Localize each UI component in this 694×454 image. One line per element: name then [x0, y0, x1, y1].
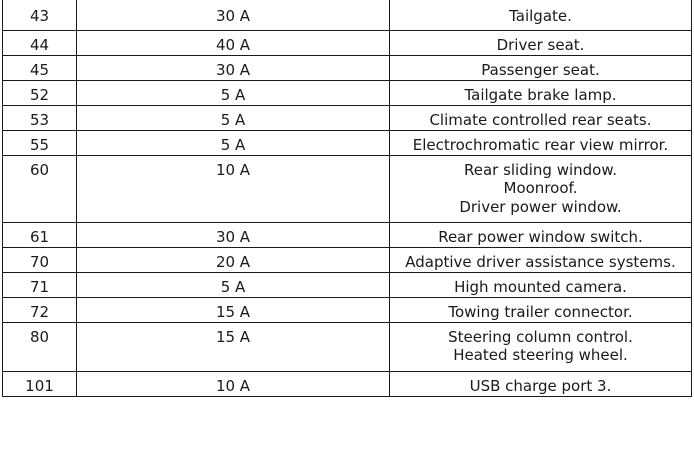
protected-component-cell	[390, 55, 692, 80]
table-row	[3, 30, 692, 55]
protected-component-cell	[390, 30, 692, 55]
fuse-rating-cell: 5 A	[77, 272, 390, 297]
fuse-number-cell: 61	[3, 222, 77, 247]
protected-component-line: Towing trailer connector.	[448, 302, 633, 321]
table-row	[3, 297, 692, 322]
protected-component-cell	[390, 0, 692, 30]
table-row	[3, 322, 692, 371]
table-row	[3, 105, 692, 130]
table-row	[3, 222, 692, 247]
fuse-rating-cell: 5 A	[77, 130, 390, 155]
protected-component-cell	[390, 105, 692, 130]
protected-component-line: Moonroof.	[503, 179, 578, 197]
protected-component-line: High mounted camera.	[454, 277, 627, 296]
protected-component-cell	[390, 222, 692, 247]
protected-component-line: Passenger seat.	[481, 60, 600, 79]
fuse-number-cell: 43	[3, 0, 77, 30]
fuse-table	[2, 0, 692, 397]
protected-component-line: Tailgate.	[509, 7, 572, 25]
protected-component-cell	[390, 322, 692, 371]
table-row	[3, 371, 692, 396]
fuse-rating-cell: 30 A	[77, 222, 390, 247]
protected-component-cell	[390, 371, 692, 396]
fuse-number-cell: 71	[3, 272, 77, 297]
fuse-number-cell: 72	[3, 297, 77, 322]
fuse-rating-cell: 30 A	[77, 0, 390, 30]
protected-component-cell	[390, 247, 692, 272]
protected-component-line: Driver power window.	[459, 197, 622, 216]
fuse-table-body	[3, 0, 692, 396]
protected-component-line: Electrochromatic rear view mirror.	[412, 135, 669, 154]
fuse-number-cell: 60	[3, 155, 77, 222]
table-row	[3, 80, 692, 105]
table-row	[3, 55, 692, 80]
protected-component-line: Rear power window switch.	[438, 227, 643, 246]
table-row	[3, 247, 692, 272]
fuse-rating-cell: 15 A	[77, 297, 390, 322]
table-row	[3, 272, 692, 297]
protected-component-line: Heated steering wheel.	[453, 346, 628, 364]
fuse-number-cell: 101	[3, 371, 77, 396]
table-row	[3, 0, 692, 30]
protected-component-cell	[390, 272, 692, 297]
fuse-number-cell: 45	[3, 55, 77, 80]
protected-component-cell	[390, 80, 692, 105]
table-row	[3, 130, 692, 155]
protected-component-line: Steering column control.	[448, 327, 633, 346]
fuse-number-cell: 55	[3, 130, 77, 155]
fuse-number-cell: 53	[3, 105, 77, 130]
protected-component-line: USB charge port 3.	[469, 376, 612, 395]
fuse-rating-cell: 40 A	[77, 30, 390, 55]
protected-component-line: Driver seat.	[496, 35, 585, 54]
protected-component-line: Rear sliding window.	[463, 160, 618, 179]
protected-component-line: Adaptive driver assistance systems.	[405, 252, 676, 271]
protected-component-cell	[390, 297, 692, 322]
fuse-rating-cell: 20 A	[77, 247, 390, 272]
fuse-number-cell: 52	[3, 80, 77, 105]
protected-component-line: Climate controlled rear seats.	[429, 110, 652, 129]
fuse-rating-cell: 15 A	[77, 322, 390, 371]
fuse-rating-cell: 30 A	[77, 55, 390, 80]
protected-component-cell	[390, 155, 692, 222]
fuse-rating-cell: 5 A	[77, 105, 390, 130]
fuse-rating-cell: 10 A	[77, 155, 390, 222]
fuse-rating-cell: 5 A	[77, 80, 390, 105]
protected-component-cell	[390, 130, 692, 155]
fuse-rating-cell: 10 A	[77, 371, 390, 396]
fuse-number-cell: 80	[3, 322, 77, 371]
protected-component-line: Tailgate brake lamp.	[464, 85, 617, 104]
fuse-number-cell: 70	[3, 247, 77, 272]
fuse-number-cell: 44	[3, 30, 77, 55]
table-row	[3, 155, 692, 222]
